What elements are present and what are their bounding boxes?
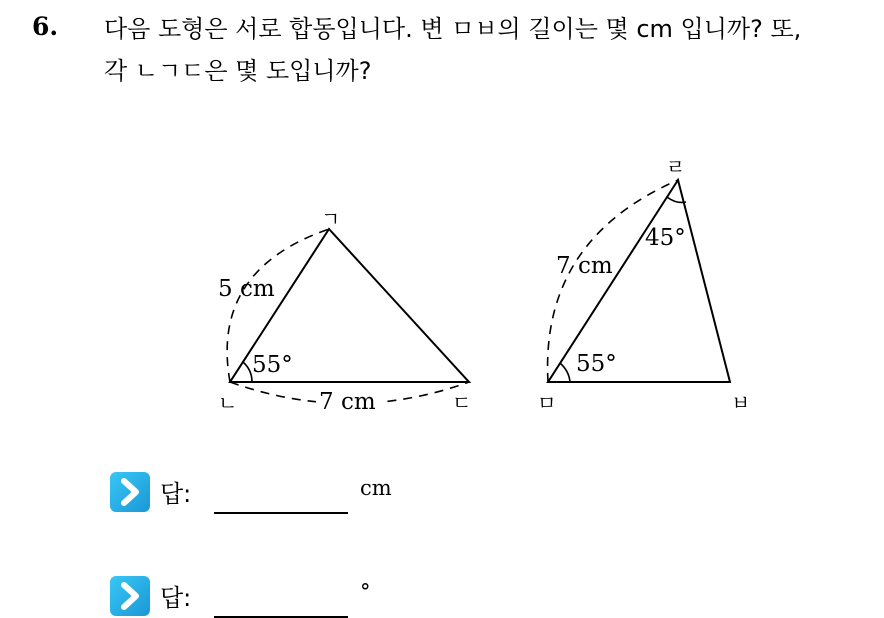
angle-label-left: 55° [252, 352, 293, 378]
angle-arc-left [243, 362, 252, 382]
vertex-label-digeut: ㄷ [452, 391, 472, 415]
vertex-label-mieum: ㅁ [537, 391, 557, 415]
answer-unit-cm: cm [360, 476, 392, 500]
angle-arc-left-bottom [560, 363, 570, 382]
angle-label-top: 45° [645, 225, 686, 251]
answer-label: 답: [160, 480, 192, 508]
answer-label: 답: [160, 584, 192, 612]
vertex-label-giyeok: ㄱ [321, 207, 341, 231]
triangle-right [537, 155, 750, 415]
chevron-right-icon [110, 472, 150, 512]
question-text-line-2: 각 ㄴㄱㄷ은 몇 도입니까? [104, 57, 372, 85]
side-length-label-right: 7 cm [556, 253, 613, 279]
question-text-line-1: 다음 도형은 서로 합동입니다. 변 ㅁㅂ의 길이는 몇 cm 입니까? 또, [104, 15, 802, 43]
answer-unit-degree: ° [360, 580, 371, 604]
answer-input-length[interactable] [214, 512, 348, 514]
question-number: 6. [32, 12, 59, 41]
base-length-label-left: 7 cm [319, 389, 376, 415]
vertex-label-bieup: ㅂ [731, 391, 751, 415]
side-length-label-left: 5 cm [218, 276, 275, 302]
vertex-label-rieul: ㄹ [666, 155, 686, 179]
vertex-label-nieun: ㄴ [218, 391, 238, 415]
triangle-left [218, 207, 471, 415]
angle-label-bottom-left: 55° [576, 351, 617, 377]
chevron-right-icon [110, 576, 150, 616]
